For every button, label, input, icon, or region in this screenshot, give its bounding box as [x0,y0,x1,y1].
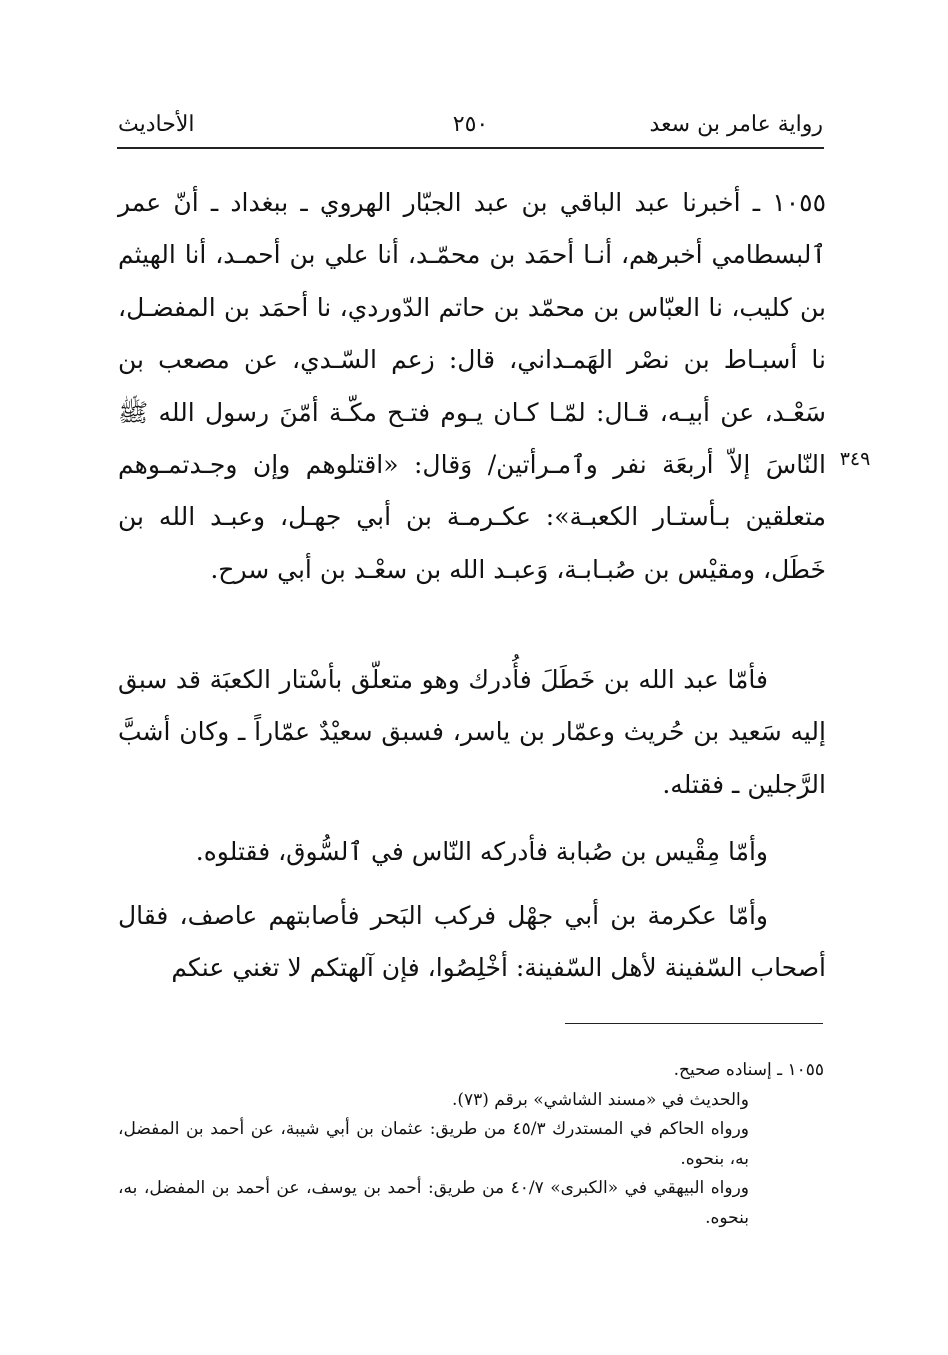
body-paragraph: وأمّا عكرمة بن أبي جهْل فركب البَحر فأصابتهم عاصف، فقال أصحاب السّفينة لأهل السّفينة: أخْلِصُوا، فإن آلهتكم لا تغني عنكم [118,901,826,983]
running-header [118,112,823,142]
footnote-line: ورواه البيهقي في «الكبرى» ٤٠/٧ من طريق: أحمد بن يوسف، عن أحمد بن المفضل، به، بنحوه. [118,1178,749,1228]
page-number: ٢٥٠ [452,112,489,137]
hadith-paragraph: ١٠٥٥ ـ أخبرنا عبد الباقي بن عبد الجبّار الهروي ـ ببغداد ـ أنّ عمر ٱلبسطامي أخبرهم، أنـا أحمَد بن محمّـد، أنا علي بن أحمـد، أنا الهيثم بن كليب، نا العبّاس بن محمّد بن حاتم الدّوردي، نا أحمَد بن المفضـل، نا أسبـاط بن نصْر الهَمـداني، قال: زعم السّـدي، عن مصعب بن سَعْـد، عن أبيـه، قـال: لمّـا كـان يـوم فتـح مكّـة أمّنَ رسول الله ﷺ النّاسَ إلاّ أربعَة نفر وٱمـرأتين/ وَقال: «اقتلوهم وإن وجـدتمـوهم متعلقين بـأستـار الكعبـة»: عكـرمـة بن أبي جهـل، وعبـد الله بن خَطَل، ومقيْس بن صُبـابـة، وَعبـد الله بن سعْـد بن أبي سرح. [118,188,826,584]
body-paragraph: فأمّا عبد الله بن خَطَلَ فأُدرك وهو متعلّق بأسْتار الكعبَة قد سبق إليه سَعيد بن حُريث وعمّار بن ياسر، فسبق سعيْدٌ عمّاراً ـ وكان أشبَّ الرَّجلين ـ فقتله. [118,665,826,799]
footnote-line: ١٠٥٥ ـ إسناده صحيح. [673,1060,824,1080]
body-paragraph: وأمّا مِقْيس بن صُبابة فأدركه النّاس في ٱلسُّوق، فقتلوه. [195,837,768,866]
header-divider [117,147,824,149]
footnote-line: ورواه الحاكم في المستدرك ٤٥/٣ من طريق: عثمان بن أبي شيبة، عن أحمد بن المفضل، به، بنحوه. [118,1119,749,1169]
section-title: الأحاديث [118,112,195,137]
footnotes [118,1056,824,1234]
footnote-line: والحديث في «مسند الشاشي» برقم (٧٣). [451,1089,749,1110]
footnote-divider [565,1023,823,1024]
book-title: رواية عامر بن سعد [649,112,823,137]
margin-page-marker: ٣٤٩ [839,448,871,470]
